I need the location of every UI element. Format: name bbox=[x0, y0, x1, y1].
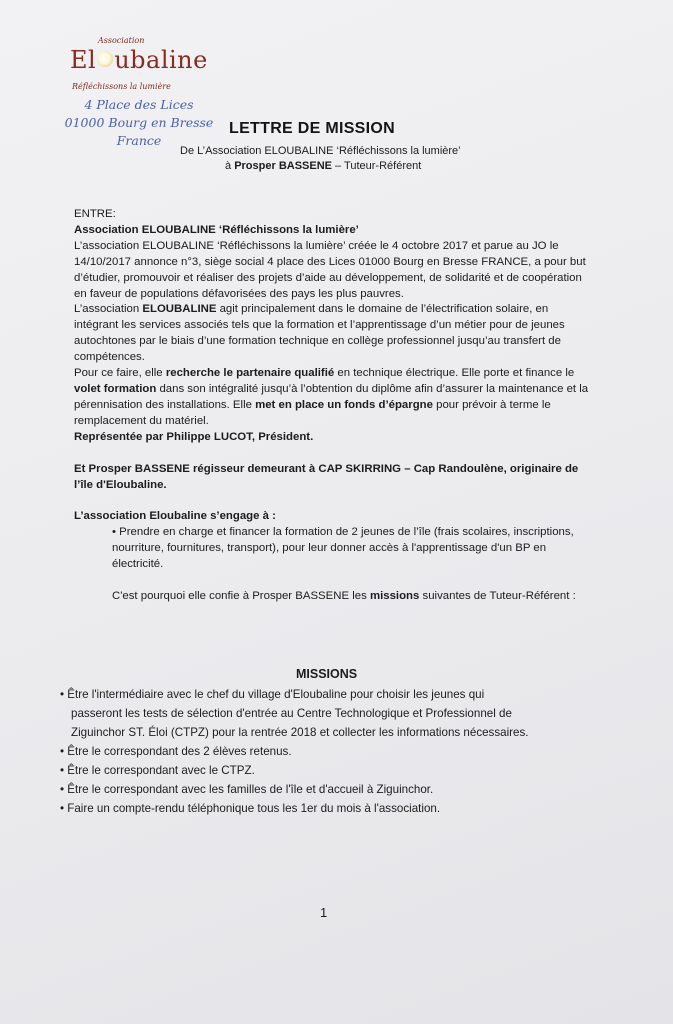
sun-icon bbox=[97, 51, 113, 67]
activity-paragraph: L’association ELOUBALINE agit principalement dans le domaine de l’électrification solaire, en intégrant les services associés tels que la formation et l’apprentissage d’un métier pour de jeunes autochtones par le biais d’une formation technique en collège professionnel jusqu’au transfert de compétences. bbox=[74, 303, 565, 364]
represented-by: Représentée par Philippe LUCOT, Président. bbox=[74, 430, 314, 443]
list-item: • Faire un compte-rendu téléphonique tous les 1er du mois à l'association. bbox=[60, 802, 441, 815]
logo-name-left: El bbox=[70, 46, 97, 74]
prosper-paragraph: Et Prosper BASSENE régisseur demeurant à CAP SKIRRING – Cap Randoulène, originaire de l’île d'Eloubaline. bbox=[74, 462, 579, 491]
entre-label: ENTRE: bbox=[74, 208, 116, 220]
page-number: 1 bbox=[320, 905, 328, 920]
partner-paragraph: Pour ce faire, elle recherche le partenaire qualifié en technique électrique. Elle porte et finance le volet formation dans son intégralité jusqu’à l’obtention du diplôme afin d’assurer la maintenance et la pérennisation des installations. Elle met en place un fonds d’épargne pour prévoir à terme le remplacement du matériel. bbox=[74, 367, 589, 427]
missions-list bbox=[60, 685, 600, 818]
association-paragraph: L’association ELOUBALINE ‘Réfléchissons la lumière’ créée le 4 octobre 2017 et parue au JO le 14/10/2017 annonce n°3, siège social 4 place des Lices 01000 Bourg en Bresse FRANCE, a pour but d’étudier, promouvoir et réaliser des projets d’aide au développement, de solidarité et de coopération en faveur de populations défavorisées des pays les plus pauvres. bbox=[74, 239, 586, 300]
address-line: 4 Place des Lices bbox=[84, 97, 194, 112]
engagement-heading: L’association Eloubaline s’engage à : bbox=[74, 510, 276, 523]
logo-tagline: Réfléchissons la lumière bbox=[72, 82, 171, 91]
logo-name bbox=[70, 46, 208, 74]
address-line: France bbox=[116, 133, 162, 148]
list-item: • Être l'intermédiaire avec le chef du village d'Eloubaline pour choisir les jeunes qui passeront les tests de sélection d'entrée au Centre Technologique et Professionnel de Ziguinchor ST. Éloi (CTPZ) pour la rentrée 2018 et collecter les informations nécessaires. bbox=[60, 688, 529, 739]
association-heading: Association ELOUBALINE ‘Réfléchissons la lumière’ bbox=[74, 223, 359, 236]
logo-name-right: ubaline bbox=[114, 46, 208, 74]
letter-body bbox=[74, 207, 594, 605]
handwritten-address bbox=[54, 96, 224, 150]
list-item: • Être le correspondant avec les familles de l'île et d'accueil à Ziguinchor. bbox=[60, 783, 434, 796]
engagement-bullet: • Prendre en charge et financer la formation de 2 jeunes de l’île (frais scolaires, inscriptions, nourriture, fournitures, transport), pour leur donner accès à l'apprentissage d'un BP en électricité. bbox=[112, 526, 574, 571]
confie-paragraph: C'est pourquoi elle confie à Prosper BASSENE les missions suivantes de Tuteur-Référent : bbox=[112, 590, 576, 603]
document-title: LETTRE DE MISSION bbox=[229, 120, 395, 137]
document-subtitle: De L’Association ELOUBALINE ‘Réfléchissons la lumière’ bbox=[180, 145, 461, 157]
list-item: • Être le correspondant des 2 élèves retenus. bbox=[60, 745, 292, 758]
document-recipient: à Prosper BASSENE – Tuteur-Référent bbox=[225, 160, 422, 172]
logo-association-text: Association bbox=[98, 36, 145, 45]
list-item: • Être le correspondant avec le CTPZ. bbox=[60, 764, 255, 777]
address-line: 01000 Bourg en Bresse bbox=[64, 115, 214, 130]
missions-heading: MISSIONS bbox=[296, 667, 358, 681]
